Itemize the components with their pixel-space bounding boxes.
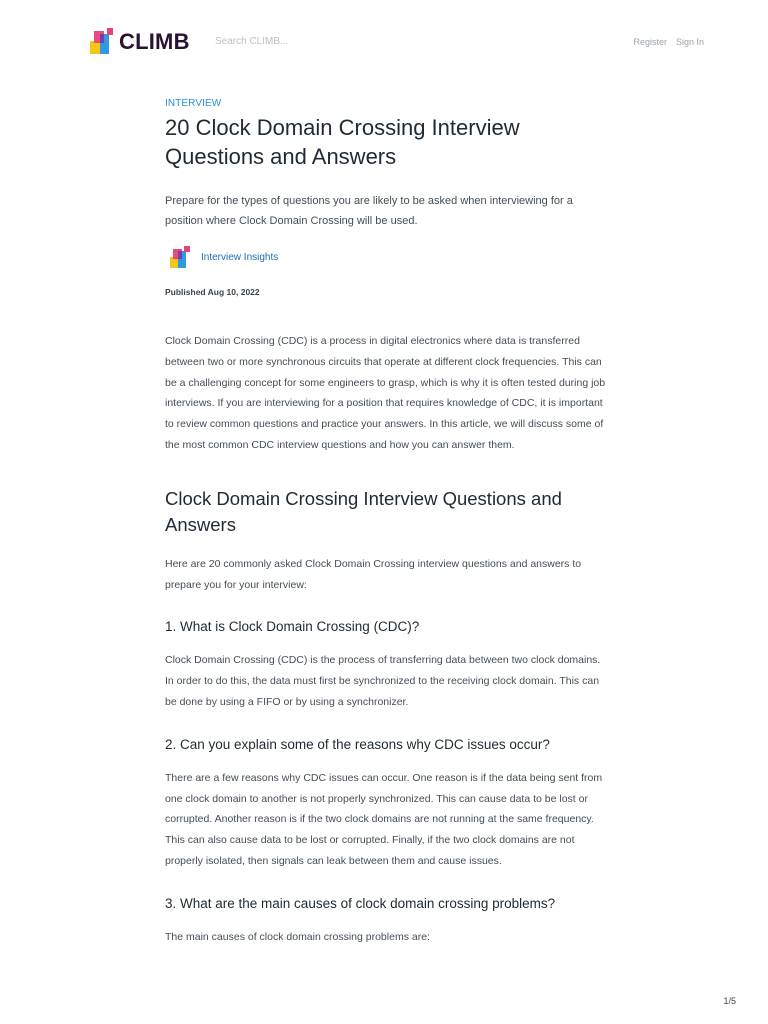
sign-in-link[interactable]: Sign In [675,37,704,47]
article-title: 20 Clock Domain Crossing Interview Questions and Answers [165,115,520,169]
auth-links [633,37,704,47]
climb-logo[interactable] [90,28,190,56]
article [165,93,610,970]
search-input[interactable] [215,36,415,47]
published-date: Published Aug 10, 2022 [165,287,260,297]
category-link[interactable]: INTERVIEW [165,98,222,109]
article-intro: Clock Domain Crossing (CDC) is a process in digital electronics where data is transferred between two or more synchronous circuits that operate at different clock frequencies. This can be a challenging concept for some engineers to grasp, which is why it is often tested during job interviews. If you are interviewing for a position that requires knowledge of CDC, it is important to review common questions and practice your answers. In this article, we will discuss some of the most common CDC interview questions and how you can answer them. [165,335,606,451]
page-number: 1/5 [723,996,736,1006]
author-avatar-icon [169,245,193,269]
answer-text: There are a few reasons why CDC issues can occur. One reason is if the data being sent from one clock domain to another is not properly synchronized. This can cause data to be lost or corrupted. Another reason is if the two clock domains are not running at the same frequency. This can also cause data to be lost or corrupted. Finally, if the two clock domains are not properly isolated, then signals can leak between them and cause issues. [165,771,603,867]
article-lead: Prepare for the types of questions you are likely to be asked when interviewing for a position where Clock Domain Crossing will be used. [165,195,573,227]
author-byline [169,245,610,269]
answer-text: The main causes of clock domain crossing problems are: [165,930,430,943]
question-heading: 3. What are the main causes of clock domain crossing problems? [165,895,556,911]
register-link[interactable]: Register [633,37,667,47]
brand-name: CLIMB [119,29,190,54]
author-name-link[interactable]: Interview Insights [201,251,279,263]
climb-logo-icon [90,28,116,56]
site-header [0,0,768,86]
answer-text: Clock Domain Crossing (CDC) is the process of transferring data between two clock domains. In order to do this, the data must first be synchronized to the receiving clock domain. This can be done by using a FIFO or by using a synchronizer. [165,654,601,708]
section-intro: Here are 20 commonly asked Clock Domain Crossing interview questions and answers to prepare you for your interview: [165,557,582,591]
section-heading: Clock Domain Crossing Interview Questions and Answers [165,487,562,535]
question-heading: 1. What is Clock Domain Crossing (CDC)? [165,619,420,635]
question-heading: 2. Can you explain some of the reasons why CDC issues occur? [165,736,550,752]
